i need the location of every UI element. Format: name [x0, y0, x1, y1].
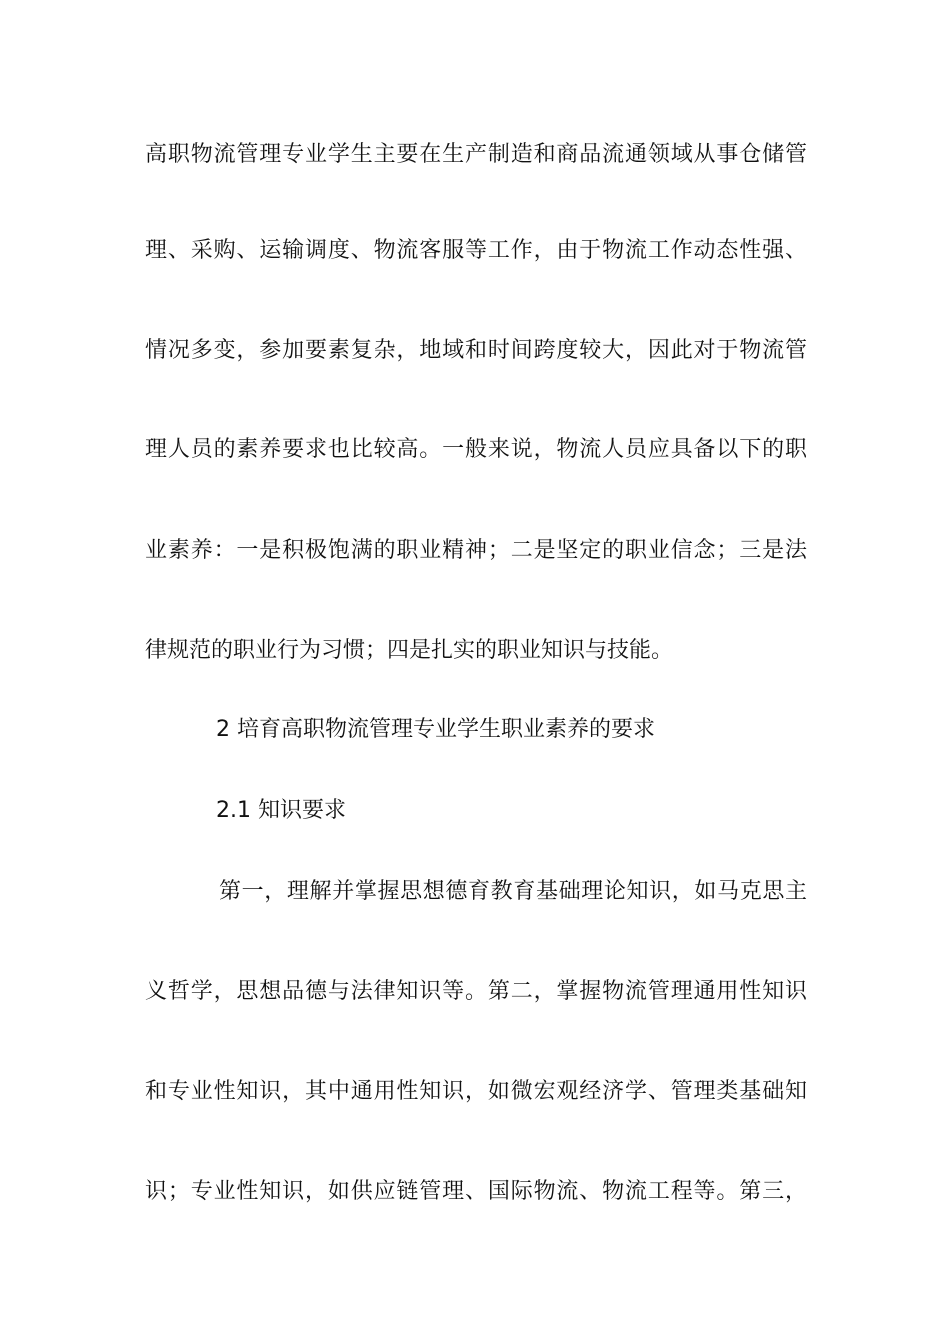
subsection-heading-2-1: 2.1 知识要求	[216, 798, 346, 823]
paragraph-2-line-2: 义哲学，思想品德与法律知识等。第二，掌握物流管理通用性知识	[145, 979, 807, 1004]
paragraph-1-line-6: 律规范的职业行为习惯；四是扎实的职业知识与技能。	[145, 638, 674, 663]
paragraph-1-line-5: 业素养：一是积极饱满的职业精神；二是坚定的职业信念；三是法	[145, 538, 807, 563]
paragraph-2-line-4: 识；专业性知识，如供应链管理、国际物流、物流工程等。第三，	[145, 1179, 807, 1204]
paragraph-1-line-4: 理人员的素养要求也比较高。一般来说，物流人员应具备以下的职	[145, 437, 807, 462]
paragraph-1-line-3: 情况多变，参加要素复杂，地域和时间跨度较大，因此对于物流管	[145, 338, 807, 363]
paragraph-1-line-1: 高职物流管理专业学生主要在生产制造和商品流通领域从事仓储管	[145, 142, 807, 167]
paragraph-1-line-2: 理、采购、运输调度、物流客服等工作，由于物流工作动态性强、	[145, 238, 807, 263]
paragraph-2-line-1: 第一，理解并掌握思想德育教育基础理论知识，如马克思主	[219, 879, 807, 904]
paragraph-2-line-3: 和专业性知识，其中通用性知识，如微宏观经济学、管理类基础知	[145, 1079, 807, 1104]
section-heading-2: 2 培育高职物流管理专业学生职业素养的要求	[216, 717, 655, 742]
